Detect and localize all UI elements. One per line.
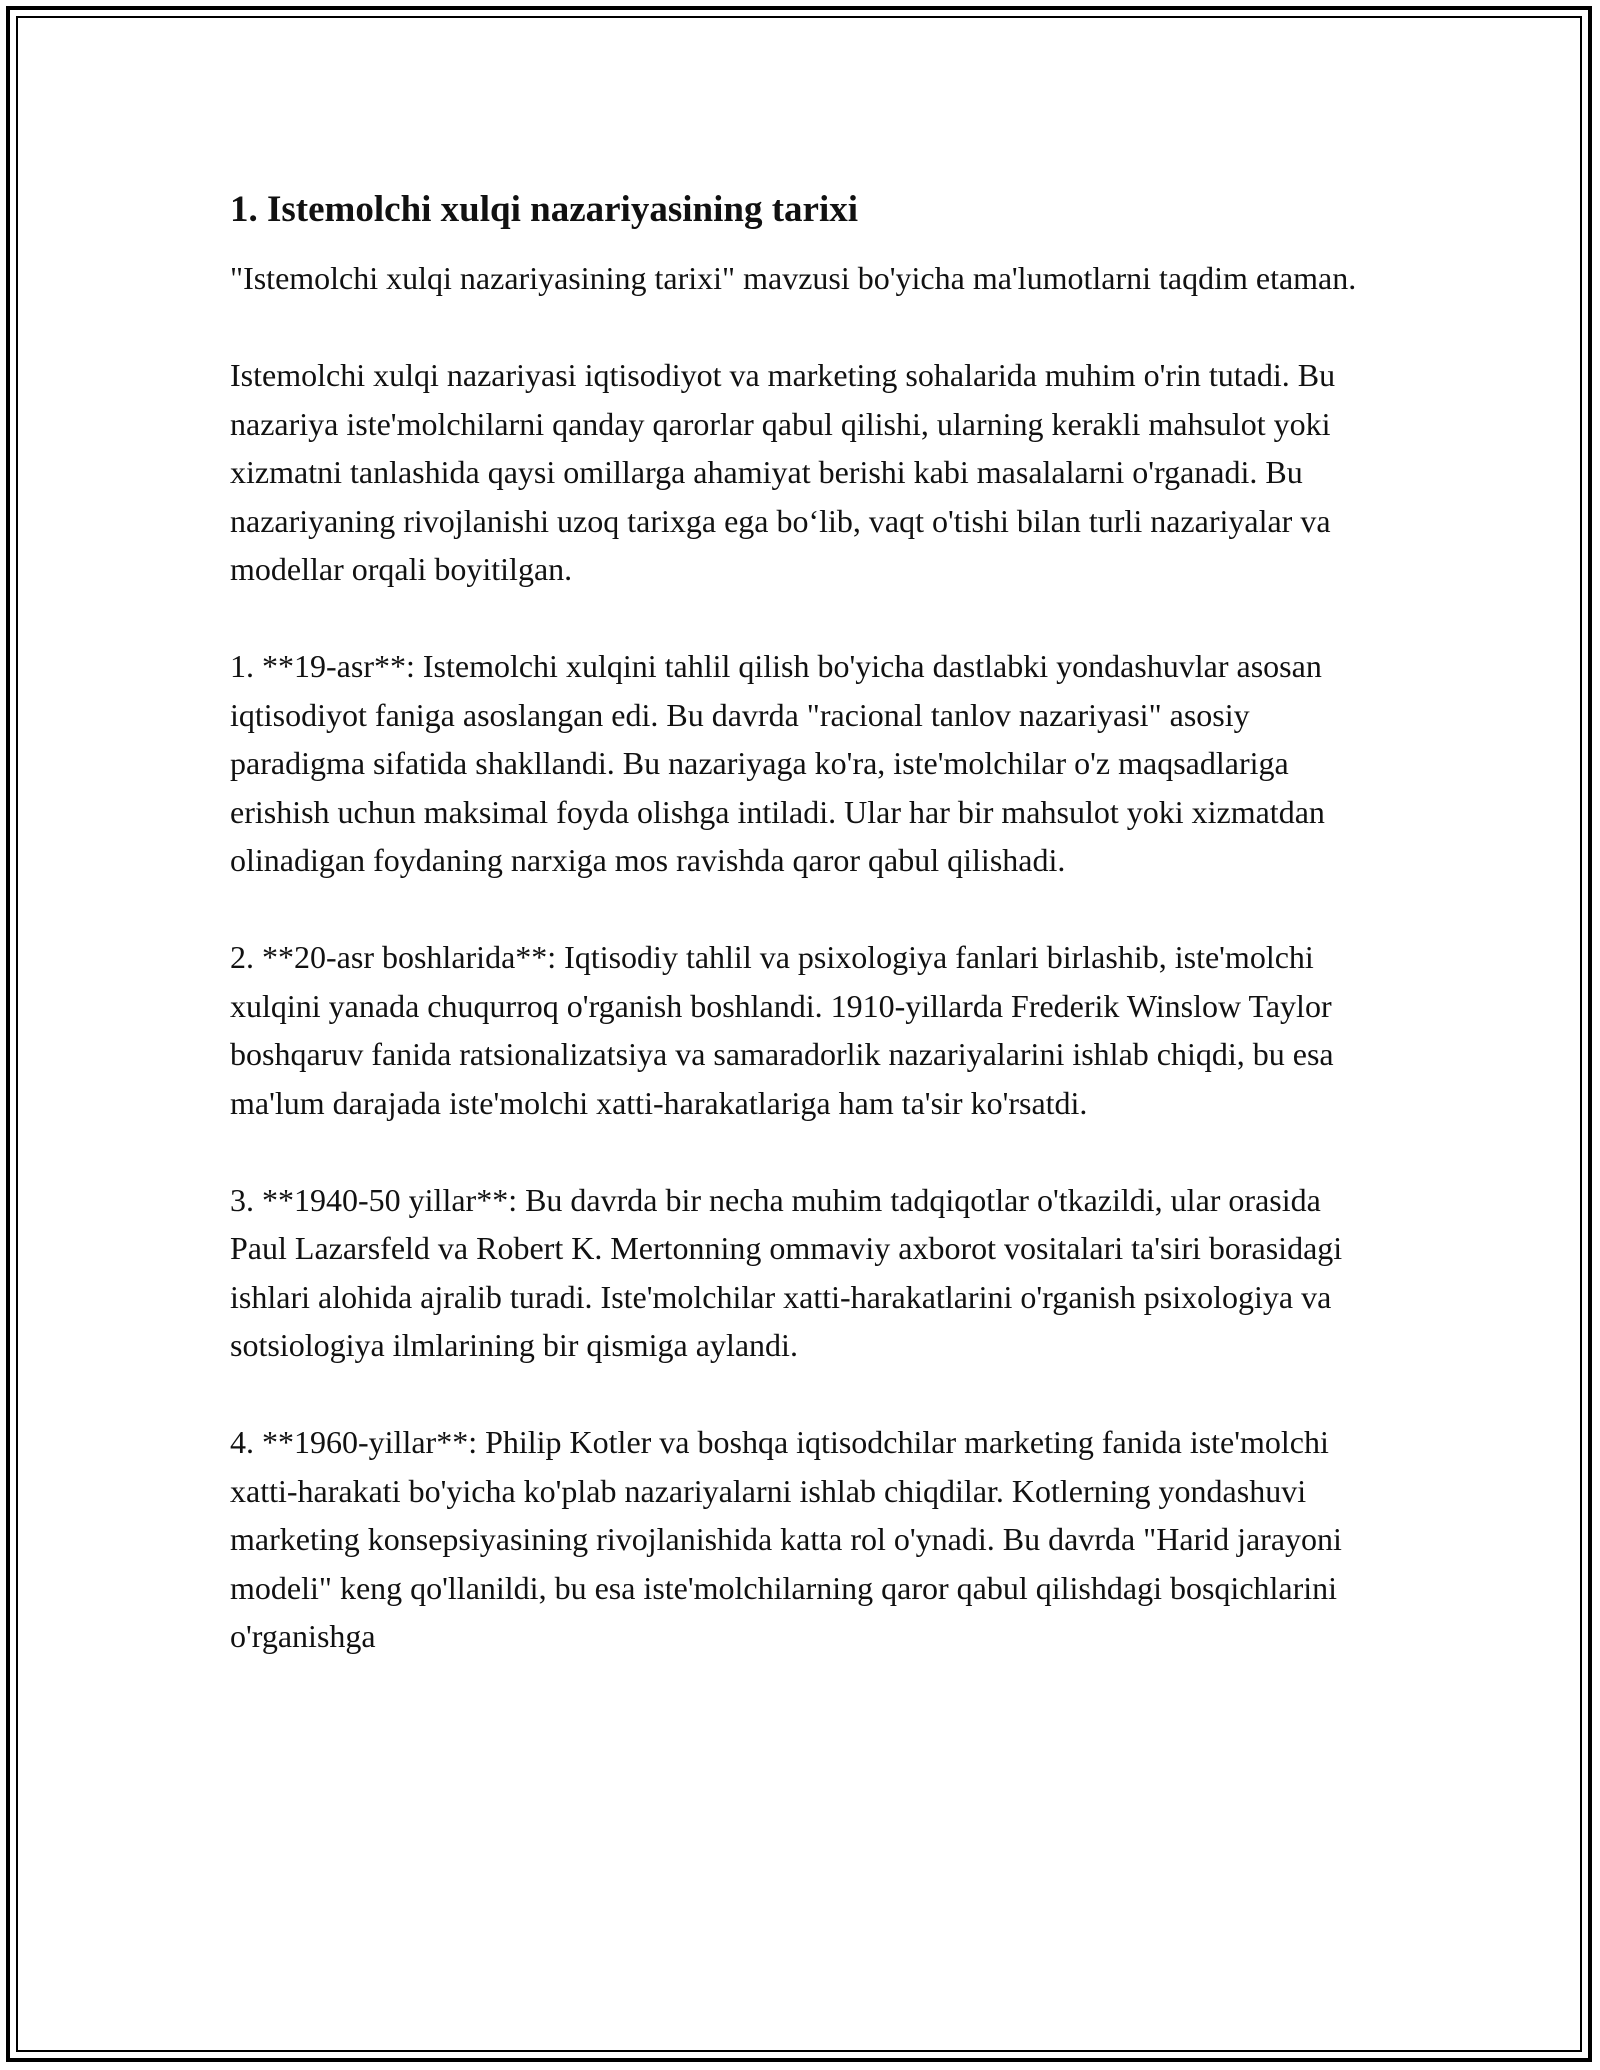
- paragraph-overview: Istemolchi xulqi nazariyasi iqtisodiyot va marketing sohalarida muhim o'rin tutadi. Bu nazariya iste'molchilarni qanday qarorlar qabul qilishi, ularning kerakli mahsulot yoki xizmatni tanlashida qaysi omillarga ahamiyat berishi kabi masalalarni o'rganadi. Bu nazariyaning rivojlanishi uzoq tarixga ega bo‘lib, vaqt o'tishi bilan turli nazariyalar va modellar orqali boyitilgan.: [230, 357, 1336, 587]
- paragraph-1960s: 4. **1960-yillar**: Philip Kotler va boshqa iqtisodchilar marketing fanida iste'molchi xatti-harakati bo'yicha ko'plab nazariyalarni ishlab chiqdilar. Kotlerning yondashuvi marketing konsepsiyasining rivojlanishida katta rol o'ynadi. Bu davrda "Harid jarayoni modeli" keng qo'llanildi, bu esa iste'molchilarning qaror qabul qilishdagi bosqichlarini o'rganishga: [230, 1424, 1342, 1654]
- paragraph-intro: "Istemolchi xulqi nazariyasining tarixi" mavzusi bo'yicha ma'lumotlarni taqdim etaman.: [230, 260, 1357, 296]
- section-title: 1. Istemolchi xulqi nazariyasining tarixi: [230, 189, 859, 230]
- page-frame-outer: [6, 6, 1592, 2062]
- document-body: [230, 186, 1380, 1661]
- paragraph-1940-50s: 3. **1940-50 yillar**: Bu davrda bir necha muhim tadqiqotlar o'tkazildi, ular orasida Paul Lazarsfeld va Robert K. Mertonning ommaviy axborot vositalari ta'siri borasidagi ishlari alohida ajralib turadi. Iste'molchilar xatti-harakatlarini o'rganish psixologiya va sotsiologiya ilmlarining bir qismiga aylandi.: [230, 1181, 1343, 1363]
- paragraph-19th-century: 1. **19-asr**: Istemolchi xulqini tahlil qilish bo'yicha dastlabki yondashuvlar asosan iqtisodiyot faniga asoslangan edi. Bu davrda "racional tanlov nazariyasi" asosiy paradigma sifatida shakllandi. Bu nazariyaga ko'ra, iste'molchilar o'z maqsadlariga erishish uchun maksimal foyda olishga intiladi. Ular har bir mahsulot yoki xizmatdan olinadigan foydaning narxiga mos ravishda qaror qabul qilishadi.: [230, 648, 1325, 878]
- paragraph-early-20th-century: 2. **20-asr boshlarida**: Iqtisodiy tahlil va psixologiya fanlari birlashib, iste'molchi xulqini yanada chuqurroq o'rganish boshlandi. 1910-yillarda Frederik Winslow Taylor boshqaruv fanida ratsionalizatsiya va samaradorlik nazariyalarini ishlab chiqdi, bu esa ma'lum darajada iste'molchi xatti-harakatlariga ham ta'sir ko'rsatdi.: [230, 939, 1334, 1121]
